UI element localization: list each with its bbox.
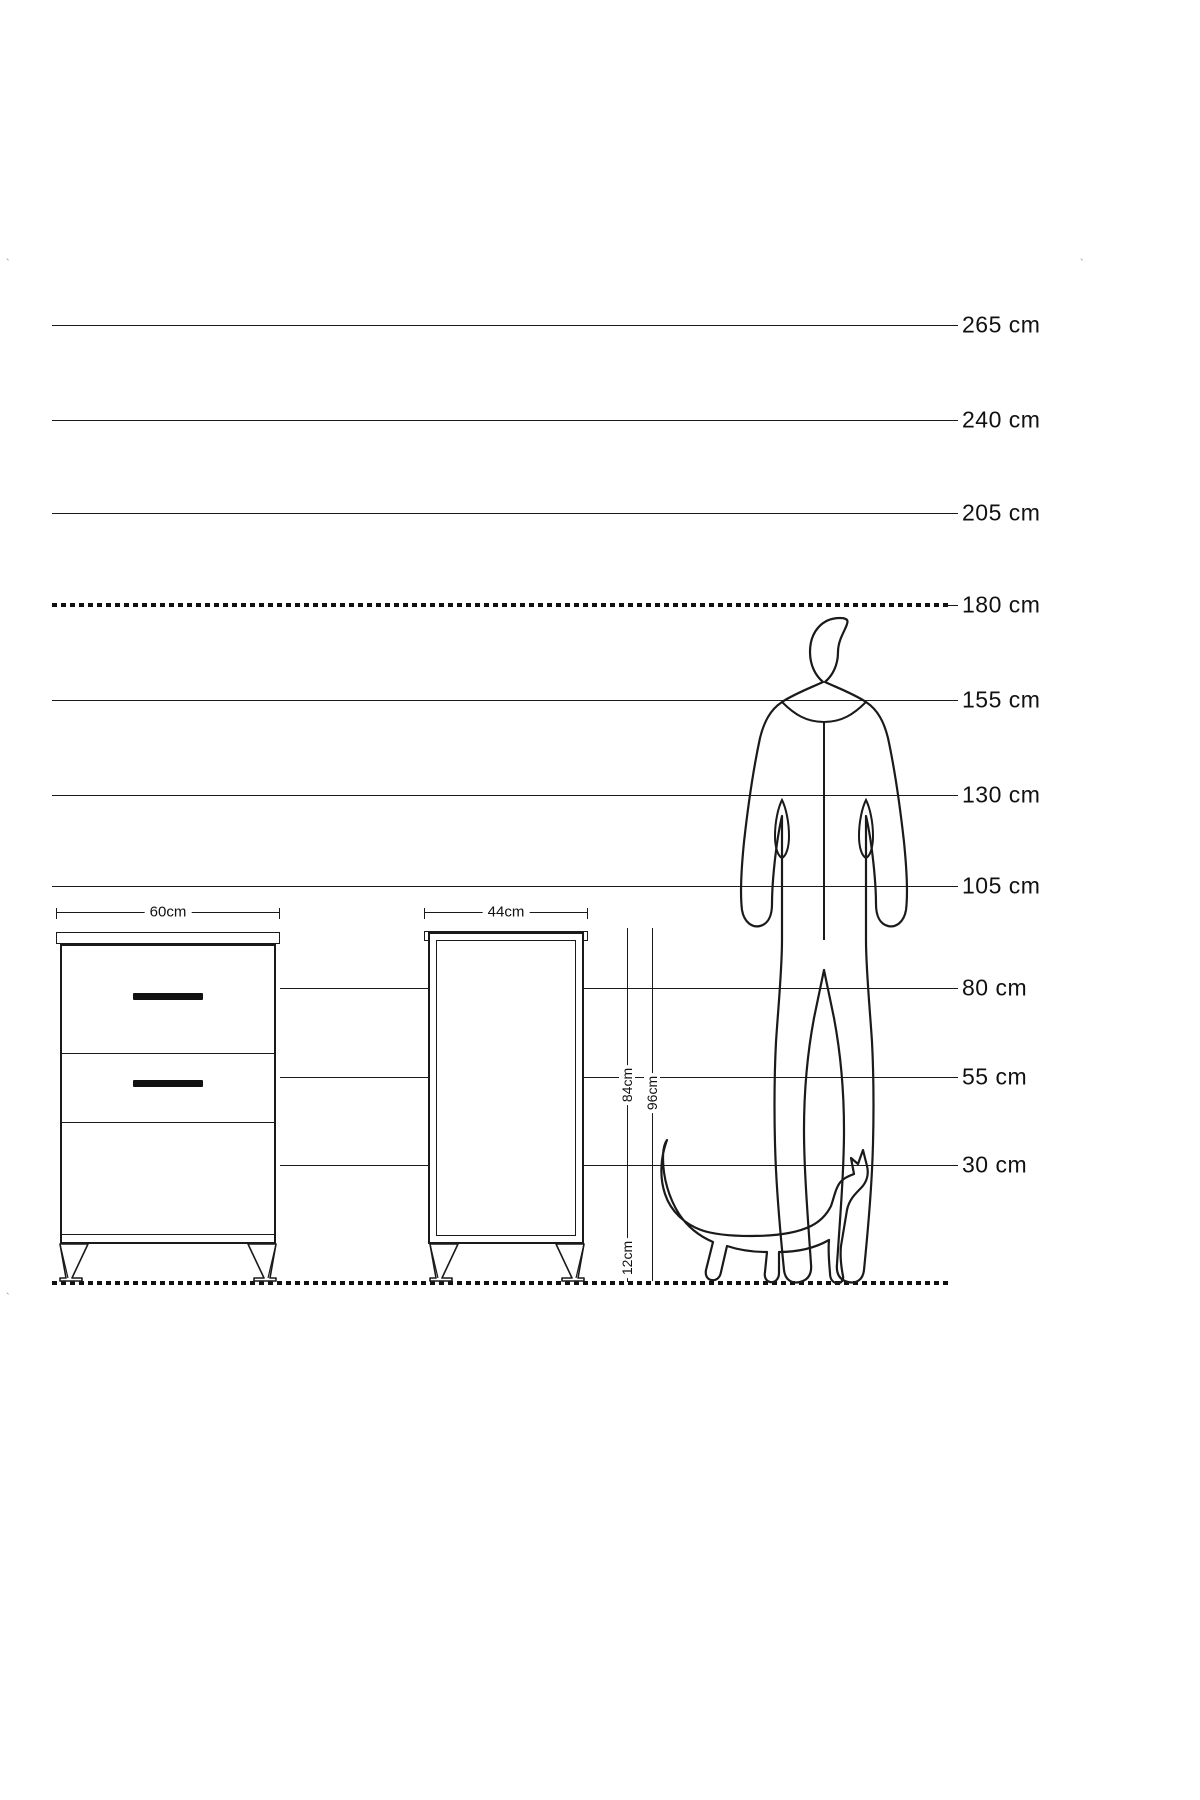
dimension-label-12cm: 12cm (619, 1238, 635, 1278)
scale-label-205: 205 cm (962, 499, 1041, 526)
scale-label-55: 55 cm (962, 1063, 1028, 1090)
unit2-leg-left (428, 1242, 462, 1284)
scale-label-30: 30 cm (962, 1151, 1028, 1178)
unit1-drawer-handle-top[interactable] (133, 993, 203, 1000)
unit2-door-panel[interactable] (436, 940, 576, 1236)
corner-mark-top-right: ` (1080, 258, 1084, 270)
unit2-leg-right (552, 1242, 586, 1284)
unit1-drawer-divider-2 (60, 1122, 276, 1123)
scale-tick-240 (940, 420, 958, 421)
scale-label-130: 130 cm (962, 781, 1041, 808)
unit1-top-panel (56, 932, 280, 944)
scale-line-265 (52, 325, 940, 326)
unit1-body (60, 944, 276, 1244)
corner-mark-top-left: ` (6, 258, 10, 270)
scale-line-180 (52, 603, 952, 607)
cat-silhouette (655, 1130, 875, 1285)
scale-label-105: 105 cm (962, 872, 1041, 899)
unit1-leg-left (58, 1242, 92, 1284)
unit1-drawer-handle-bottom[interactable] (133, 1080, 203, 1087)
unit1-leg-right (244, 1242, 278, 1284)
unit1-drawer-divider-1 (60, 1053, 276, 1054)
scale-label-155: 155 cm (962, 686, 1041, 713)
dimension-label-unit2-width: 44cm (483, 904, 530, 921)
scale-label-240: 240 cm (962, 406, 1041, 433)
scale-label-180: 180 cm (962, 591, 1041, 618)
scale-tick-180 (944, 605, 958, 606)
scale-label-265: 265 cm (962, 311, 1041, 338)
scale-line-240 (52, 420, 940, 421)
corner-mark-bottom-left: ` (6, 1292, 10, 1304)
scale-tick-205 (940, 513, 958, 514)
scale-line-205 (52, 513, 940, 514)
dimension-label-unit1-width: 60cm (145, 904, 192, 921)
dimension-label-96cm: 96cm (644, 1073, 660, 1113)
scale-tick-265 (940, 325, 958, 326)
dimension-label-84cm: 84cm (619, 1065, 635, 1105)
unit1-base-line (60, 1234, 276, 1235)
scale-label-80: 80 cm (962, 974, 1028, 1001)
